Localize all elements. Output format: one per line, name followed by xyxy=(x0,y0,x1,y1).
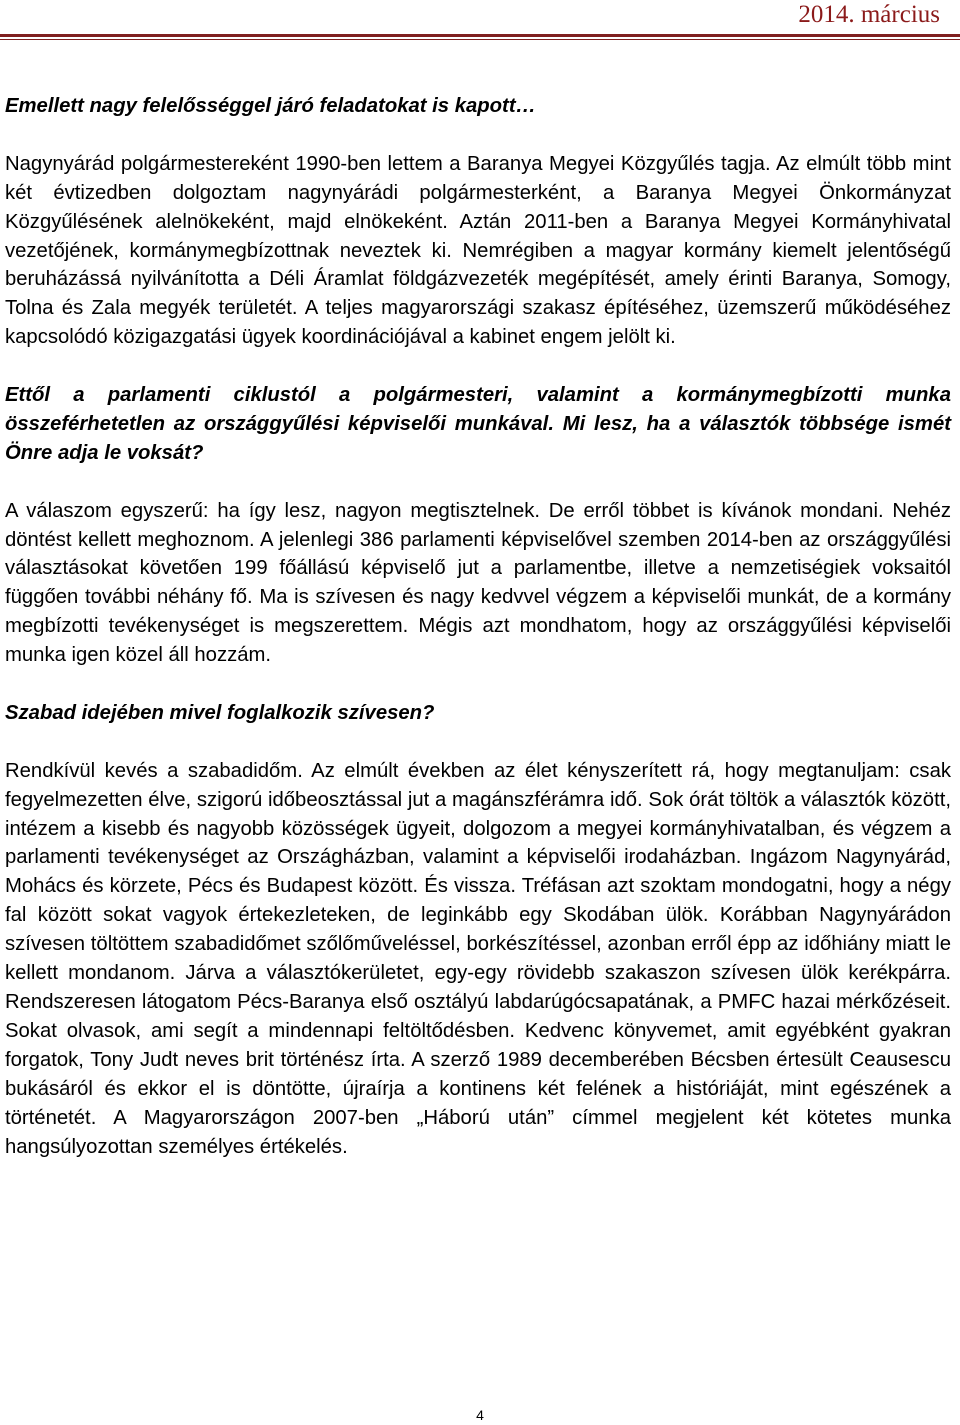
running-header-date: 2014. március xyxy=(798,1,940,28)
paragraph-gap xyxy=(5,352,951,381)
header-rule xyxy=(0,34,960,37)
interview-question: Emellett nagy felelősséggel járó feladatokat is kapott… xyxy=(5,95,536,117)
paragraph-gap xyxy=(5,728,951,757)
interview-answer: A válaszom egyszerű: ha így lesz, nagyon megtisztelnek. De erről többet is kívánok mondani. Nehéz döntést kellett meghoznom. A jelenlegi 386 parlamenti képviselővel szemben 2014-ben az országgyűlési választásokat követően 199 főállású képviselő jut a parlamentbe, illetve a nemzetiségiek voksaitól függően további néhány fő. Ma is szívesen és nagy kedvvel végzem a képviselői munkát, de a kormány megbízotti tevékenységet is megszerettem. Mégis azt mondhatom, hogy az országgyűlési képviselői munka igen közel áll hozzám. xyxy=(5,499,951,667)
article-body xyxy=(5,92,951,1161)
paragraph-gap xyxy=(5,670,951,699)
paragraph-gap xyxy=(5,468,951,497)
page-number: 4 xyxy=(476,1407,484,1423)
paragraph-gap xyxy=(5,121,951,150)
interview-question: Szabad idejében mivel foglalkozik szívesen? xyxy=(5,701,435,724)
interview-answer: Rendkívül kevés a szabadidőm. Az elmúlt években az élet kényszerített rá, hogy megtanuljam: csak fegyelmezetten élve, szigorú időbeosztással jut a magánszférámra idő. Sok órát töltök a választók között, intézem a kisebb és nagyobb közösségek ügyeit, dolgozom a megyei kormányhivatalban, és végzem a parlamenti tevékenységet az Országházban, valamint a képviselői irodaházban. Ingázom Nagynyárád, Mohács és körzete, Pécs és Budapest között. És vissza. Tréfásan azt szoktam mondogatni, hogy a négy fal között sokat vagyok értekezleteken, de leginkább egy Skodában ülök. Korábban Nagynyárádon szívesen töltöttem szabadidőmet szőlőműveléssel, borkészítéssel, azonban erről épp az időhiány miatt le kellett mondanom. Járva a választókerületet, egy-egy rövidebb szakaszon szívesen ülök kerékpárra. Rendszeresen látogatom Pécs-Baranya első osztályú labdarúgócsapatának, a PMFC hazai mérkőzéseit. Sokat olvasok, ami segít a mindennapi feltöltődésben. Kedvenc könyvemet, amit egyébként gyakran forgatok, Tony Judt neves brit történész írta. A szerző 1989 decemberében Bécsben értesült Ceausescu bukásáról és ekkor el is döntötte, újraírja a kontinens két felének a históriáját, mint egészének a történetét. A Magyarországon 2007-ben „Háború után” címmel megjelent két kötetes munka hangsúlyozottan személyes értékelés. xyxy=(5,759,951,1158)
interview-question: Ettől a parlamenti ciklustól a polgármesteri, valamint a kormánymegbízotti munka összeférhetetlen az országgyűlési képviselői munkával. Mi lesz, ha a választók többsége ismét Önre adja le voksát? xyxy=(5,384,951,464)
interview-answer: Nagynyárád polgármestereként 1990-ben lettem a Baranya Megyei Közgyűlés tagja. Az elmúlt több mint két évtizedben dolgoztam nagynyárádi polgármesterként, a Baranya Megyei Önkormányzat Közgyűlésének alelnökeként, majd elnökeként. Aztán 2011-ben a Baranya Megyei Kormányhivatal vezetőjének, kormánymegbízottnak neveztek ki. Nemrégiben a magyar kormány kiemelt jelentőségű beruházássá nyilvánította a Déli Áramlat földgázvezeték megépítését, amely érinti Baranya, Somogy, Tolna és Zala megyék területét. A teljes magyarországi szakasz építéséhez, üzemszerű működéséhez kapcsolódó közigazgatási ügyek koordinációjával a kabinet engem jelölt ki. xyxy=(5,152,951,349)
